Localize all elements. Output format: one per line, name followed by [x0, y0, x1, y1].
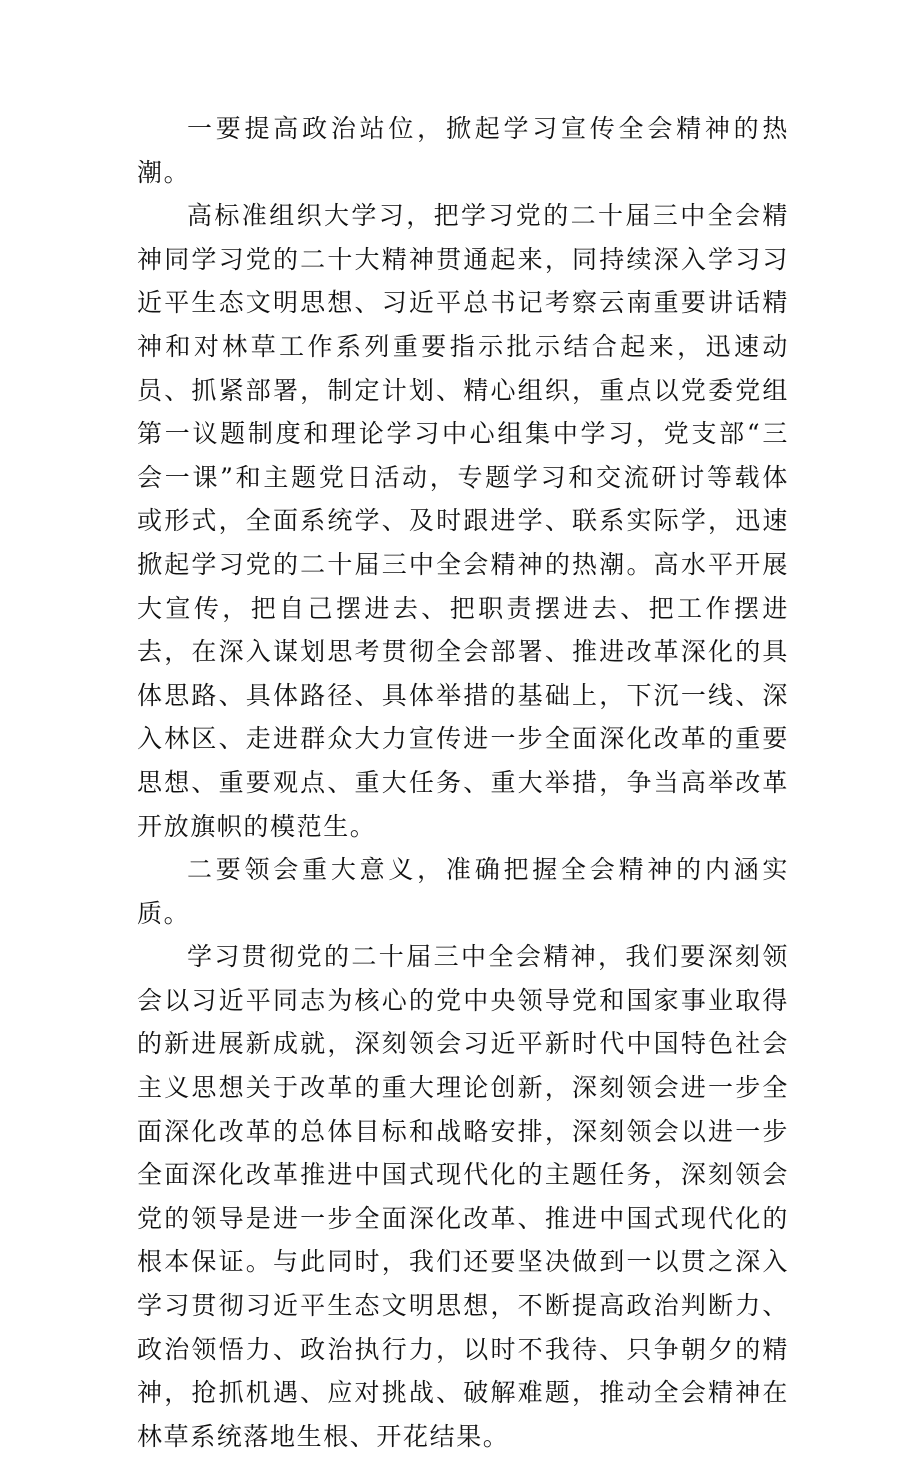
body-paragraph-1: 高标准组织大学习，把学习党的二十届三中全会精神同学习党的二十大精神贯通起来，同持续深入学习习近平生态文明思想、习近平总书记考察云南重要讲话精神和对林草工作系列重要指示批示结合起来，迅速动员、抓紧部署，制定计划、精心组织，重点以党委党组第一议题制度和理论学习中心组集中学习，党支部“三会一课”和主题党日活动，专题学习和交流研讨等载体或形式，全面系统学、及时跟进学、联系实际学，迅速掀起学习党的二十届三中全会精神的热潮。高水平开展大宣传，把自己摆进去、把职责摆进去、把工作摆进去，在深入谋划思考贯彻全会部署、推进改革深化的具体思路、具体路径、具体举措的基础上，下沉一线、深入林区、走进群众大力宣传进一步全面深化改革的重要思想、重要观点、重大任务、重大举措，争当高举改革开放旗帜的模范生。	[137, 201, 789, 841]
document-body	[137, 107, 789, 1458]
section-heading-1: 一要提高政治站位，掀起学习宣传全会精神的热潮。	[137, 114, 789, 187]
section-heading-2: 二要领会重大意义，准确把握全会精神的内涵实质。	[137, 855, 789, 928]
body-paragraph-2: 学习贯彻党的二十届三中全会精神，我们要深刻领会以习近平同志为核心的党中央领导党和国家事业取得的新进展新成就，深刻领会习近平新时代中国特色社会主义思想关于改革的重大理论创新，深刻领会进一步全面深化改革的总体目标和战略安排，深刻领会以进一步全面深化改革推进中国式现代化的主题任务，深刻领会党的领导是进一步全面深化改革、推进中国式现代化的根本保证。与此同时，我们还要坚决做到一以贯之深入学习贯彻习近平生态文明思想，不断提高政治判断力、政治领悟力、政治执行力，以时不我待、只争朝夕的精神，抢抓机遇、应对挑战、破解难题，推动全会精神在林草系统落地生根、开花结果。	[137, 942, 789, 1451]
